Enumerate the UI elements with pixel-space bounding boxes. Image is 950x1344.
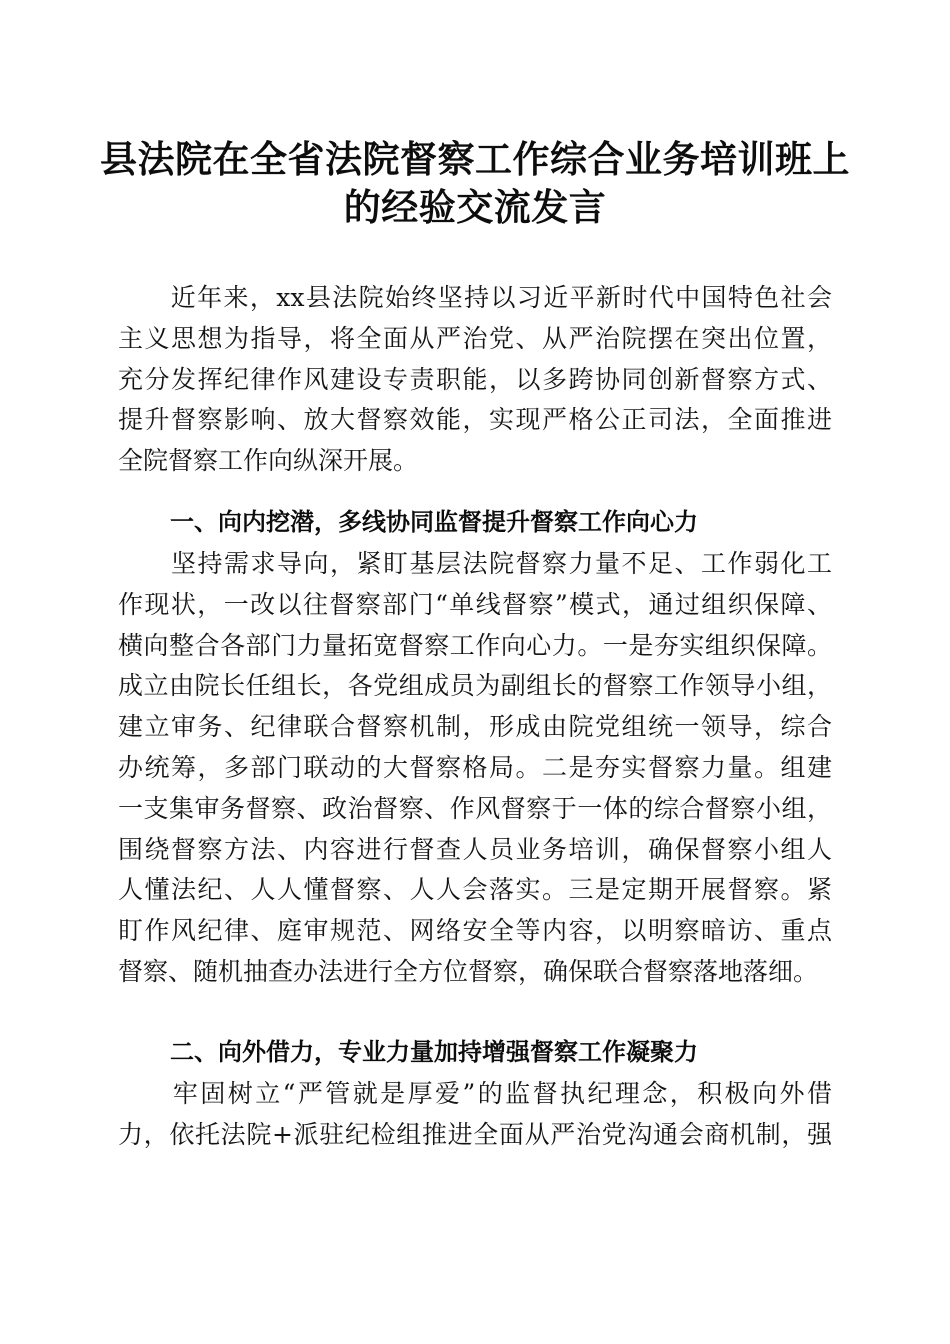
paragraph-line: 督察、随机抽查办法进行全方位督察，确保联合督察落地落细。 bbox=[118, 956, 819, 986]
paragraph-line: 盯作风纪律、庭审规范、网络安全等内容，以明察暗访、重点 bbox=[118, 916, 832, 946]
intro-paragraph bbox=[118, 278, 832, 482]
title-line: 的经验交流发言 bbox=[343, 185, 607, 229]
paragraph-line: 力，依托法院+派驻纪检组推进全面从严治党沟通会商机制，强 bbox=[118, 1119, 832, 1149]
section2-paragraph bbox=[118, 1074, 832, 1156]
paragraph-line: 作现状，一改以往督察部门“单线督察”模式，通过组织保障、 bbox=[118, 589, 832, 619]
paragraph-line: 坚持需求导向，紧盯基层法院督察力量不足、工作弱化工 bbox=[118, 549, 832, 578]
document-title bbox=[100, 135, 850, 231]
paragraph-line: 围绕督察方法、内容进行督查人员业务培训，确保督察小组人 bbox=[118, 834, 832, 864]
paragraph-line: 一支集审务督察、政治督察、作风督察于一体的综合督察小组， bbox=[118, 793, 832, 823]
paragraph-line: 成立由院长任组长，各党组成员为副组长的督察工作领导小组， bbox=[118, 671, 832, 701]
paragraph-line: 提升督察影响、放大督察效能，实现严格公正司法，全面推进 bbox=[118, 405, 832, 435]
paragraph-line: 近年来，xx县法院始终坚持以习近平新时代中国特色社会 bbox=[118, 283, 832, 312]
paragraph-line: 牢固树立“严管就是厚爱”的监督执纪理念，积极向外借 bbox=[118, 1079, 832, 1108]
paragraph-line: 建立审务、纪律联合督察机制，形成由院党组统一领导，综合 bbox=[118, 712, 832, 742]
section1-paragraph bbox=[118, 544, 832, 993]
section-heading: 一、向内挖潜，多线协同监督提升督察工作向心力 bbox=[170, 508, 698, 536]
paragraph-line: 办统筹，多部门联动的大督察格局。二是夯实督察力量。组建 bbox=[118, 752, 832, 782]
paragraph-line: 人懂法纪、人人懂督察、人人会落实。三是定期开展督察。紧 bbox=[118, 875, 832, 905]
paragraph-line: 全院督察工作向纵深开展。 bbox=[118, 446, 419, 476]
paragraph-line: 主义思想为指导，将全面从严治党、从严治院摆在突出位置， bbox=[118, 323, 832, 353]
paragraph-line: 横向整合各部门力量拓宽督察工作向心力。一是夯实组织保障。 bbox=[118, 630, 832, 660]
paragraph-line: 充分发挥纪律作风建设专责职能，以多跨协同创新督察方式、 bbox=[118, 364, 832, 394]
title-line: 县法院在全省法院督察工作综合业务培训班上 bbox=[100, 137, 850, 181]
section-heading: 二、向外借力，专业力量加持增强督察工作凝聚力 bbox=[170, 1038, 698, 1066]
